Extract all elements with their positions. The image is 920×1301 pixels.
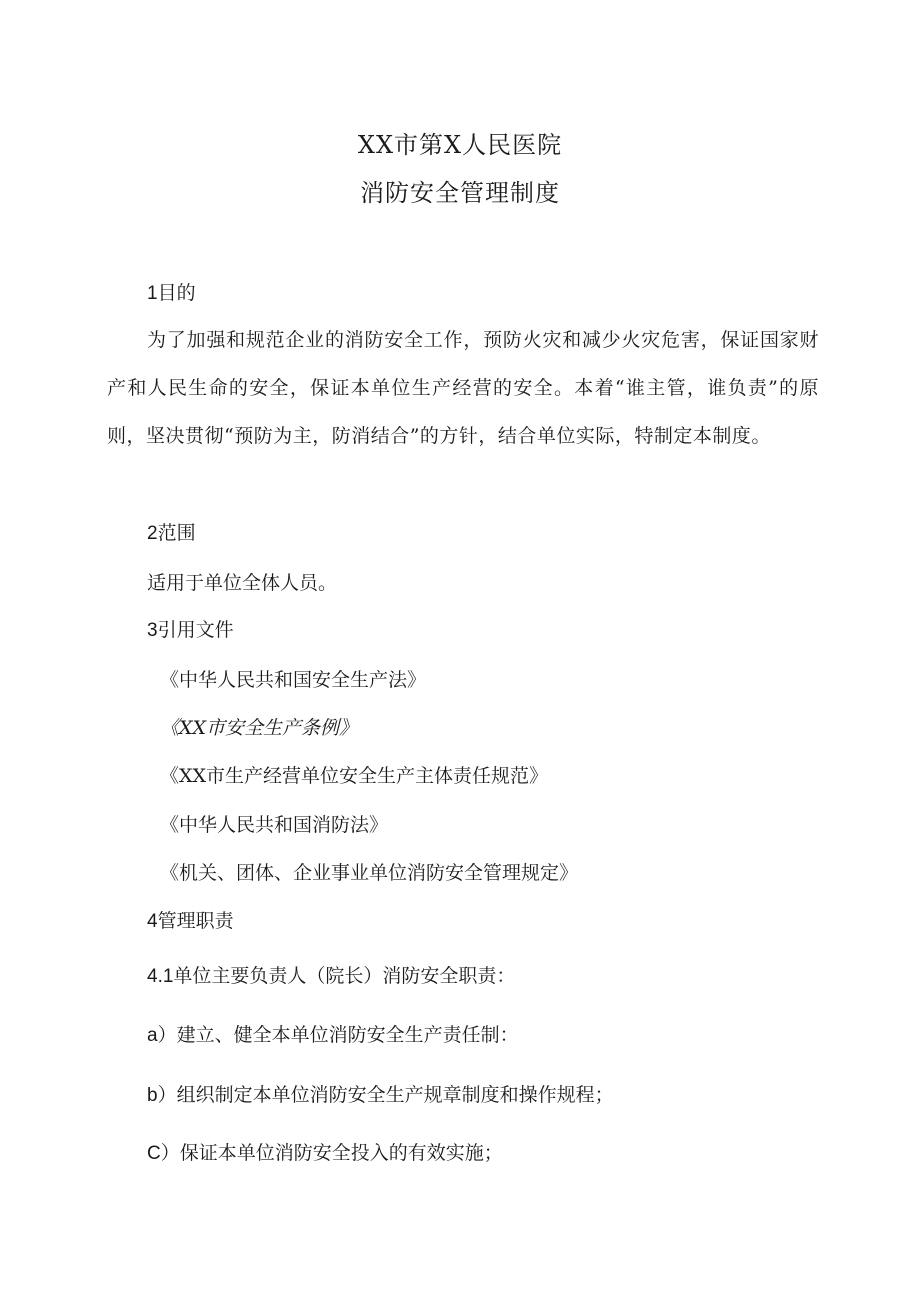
section-heading-references: 3引用文件 (147, 620, 234, 641)
section-body-purpose: 为了加强和规范企业的消防安全工作，预防火灾和减少火灾危害，保证国家财产和人民生命的安全，保证本单位生产经营的安全。本着“谁主管，谁负责”的原则，坚决贯彻“预防为主，防消结合”的方针，结合单位实际，特制定本制度。 (107, 329, 819, 447)
document-title-line2: 消防安全管理制度 (360, 179, 560, 207)
reference-item: 《XX市安全生产条例》 (160, 717, 359, 739)
document-title-line1: XX市第X人民医院 (357, 131, 563, 159)
reference-item: 《中华人民共和国安全生产法》 (160, 669, 427, 691)
section-body-scope: 适用于单位全体人员。 (147, 572, 338, 594)
reference-item: 《XX市生产经营单位安全生产主体责任规范》 (160, 765, 549, 787)
section-heading-purpose: 1目的 (147, 283, 196, 304)
reference-item: 《中华人民共和国消防法》 (160, 814, 389, 836)
duties-sub-heading: 4.1单位主要负责人（院长）消防安全职责： (147, 966, 516, 987)
reference-item: 《机关、团体、企业事业单位消防安全管理规定》 (160, 862, 579, 884)
duty-item: C）保证本单位消防安全投入的有效实施； (147, 1143, 503, 1164)
duty-item: a）建立、健全本单位消防安全生产责任制： (147, 1025, 519, 1046)
section-heading-duties: 4管理职责 (147, 911, 234, 932)
duty-item: b）组织制定本单位消防安全生产规章制度和操作规程； (147, 1085, 614, 1106)
section-heading-scope: 2范围 (147, 523, 196, 544)
